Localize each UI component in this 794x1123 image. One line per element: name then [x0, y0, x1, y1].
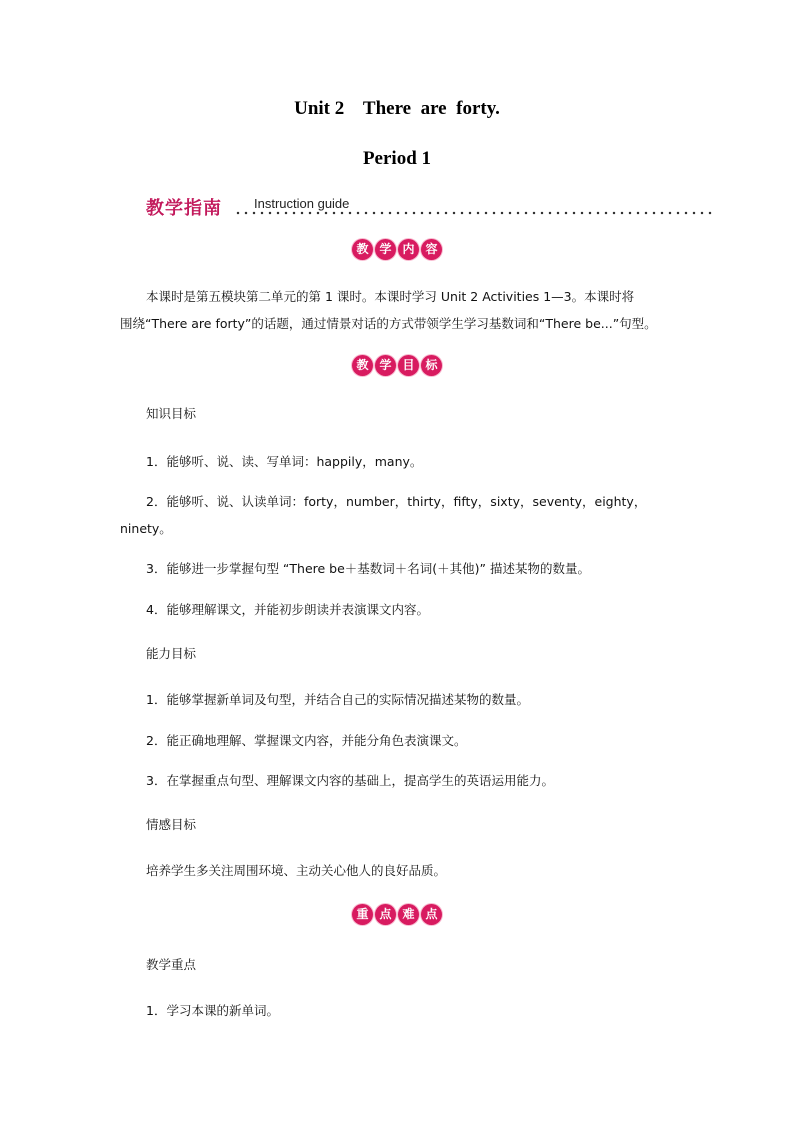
badge-char: 重: [352, 904, 373, 925]
badge-char: 学: [375, 239, 396, 260]
knowledge-item-4: 4．能够理解课文，并能初步朗读并表演课文内容。: [146, 602, 429, 617]
knowledge-item-3: 3．能够进一步掌握句型 “There be＋基数词＋名词(＋其他)” 描述某物的数量。: [146, 561, 591, 576]
section-badge-content: [0, 238, 794, 260]
knowledge-item-2b: ninety。: [120, 521, 172, 536]
badge-char: 标: [421, 355, 442, 376]
badge-char: 目: [398, 355, 419, 376]
badge-char: 内: [398, 239, 419, 260]
intro-line-2: 围绕“There are forty”的话题，通过情景对话的方式带领学生学习基数词和“There be...”句型。: [120, 316, 657, 331]
period-title: Period 1: [362, 148, 432, 169]
ability-item-2: 2．能正确地理解、掌握课文内容，并能分角色表演课文。: [146, 733, 467, 748]
badge-char: 难: [398, 904, 419, 925]
knowledge-item-2a: 2．能够听、说、认读单词：forty，number，thirty，fifty，sixty，seventy，eighty，: [146, 494, 647, 509]
key-points-item-1: 1．学习本课的新单词。: [146, 1003, 279, 1018]
key-points-heading: 教学重点: [146, 957, 197, 972]
section-badge-goals: [0, 354, 794, 376]
badge-char: 学: [375, 355, 396, 376]
ability-item-1: 1．能够掌握新单词及句型，并结合自己的实际情况描述某物的数量。: [146, 692, 529, 707]
guide-label-en: Instruction guide: [254, 196, 350, 211]
badge-char: 教: [352, 355, 373, 376]
instruction-guide-banner: [146, 194, 712, 220]
section-badge-key-points: [0, 903, 794, 925]
ability-heading: 能力目标: [146, 646, 197, 661]
unit-title: Unit 2 There are forty.: [294, 98, 500, 119]
guide-label-cn: 教学指南: [146, 198, 222, 219]
badge-char: 点: [375, 904, 396, 925]
emotion-item-1: 培养学生多关注周围环境、主动关心他人的良好品质。: [146, 863, 447, 878]
ability-item-3: 3．在掌握重点句型、理解课文内容的基础上，提高学生的英语运用能力。: [146, 773, 554, 788]
dotted-divider: [234, 211, 712, 215]
knowledge-item-1: 1．能够听、说、读、写单词：happily，many。: [146, 454, 423, 469]
badge-char: 容: [421, 239, 442, 260]
knowledge-heading: 知识目标: [146, 406, 197, 421]
badge-char: 点: [421, 904, 442, 925]
emotion-heading: 情感目标: [146, 817, 197, 832]
badge-char: 教: [352, 239, 373, 260]
intro-line-1: 本课时是第五模块第二单元的第 1 课时。本课时学习 Unit 2 Activities 1—3。本课时将: [146, 289, 635, 304]
